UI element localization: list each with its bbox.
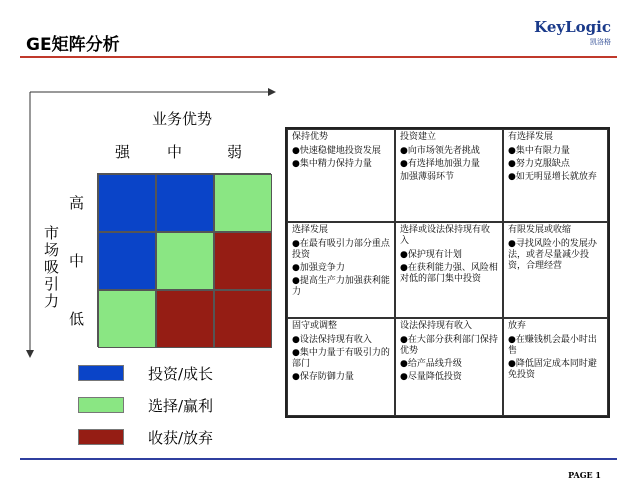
grid-cell-r2-c1 (156, 290, 214, 348)
strategy-heading: 投资建立 (400, 132, 437, 142)
grid-cell-r0-c2 (214, 174, 272, 232)
strategy-item: ●寻找风险小的发展办法，或者尽量减少投资，合理经营 (508, 239, 597, 271)
row-label-high: 高 (69, 194, 85, 212)
grid-cell-r1-c2 (214, 232, 272, 290)
strategy-item: ●提高生产力加强获利能力 (292, 276, 390, 297)
strategy-cell (287, 129, 395, 222)
bottom-divider (20, 458, 617, 460)
strategy-cell (503, 318, 608, 416)
strategy-item: ●尽量降低投资 (400, 372, 462, 382)
strategy-item: ●向市场领先者挑战 (400, 146, 480, 156)
strategy-cell (503, 222, 608, 318)
strategy-item: ●努力克服缺点 (508, 159, 570, 169)
strategy-item: ●快速稳健地投资发展 (292, 146, 381, 156)
strategy-item: ●如无明显增长就放弃 (508, 172, 597, 182)
strategy-cell (287, 222, 395, 318)
column-label-medium: 中 (167, 143, 183, 161)
strategy-item: ●在最有吸引力部分重点投资 (292, 239, 390, 260)
logo-brand: KeyLogic (534, 18, 611, 36)
strategy-item: 加强薄弱环节 (400, 172, 455, 182)
grid-cell-r0-c0 (98, 174, 156, 232)
strategy-cell (503, 129, 608, 222)
strategy-cell (395, 129, 503, 222)
x-axis-arrowhead (268, 88, 276, 96)
strategy-heading: 设法保持现有收入 (400, 321, 473, 331)
page-number: PAGE 1 (568, 470, 601, 480)
grid-cell-r2-c0 (98, 290, 156, 348)
legend-swatch-red (78, 429, 124, 445)
row-label-medium: 中 (69, 252, 85, 270)
legend-swatch-green (78, 397, 124, 413)
x-axis-label: 业务优势 (152, 110, 213, 128)
grid-cell-r1-c1 (156, 232, 214, 290)
row-label-low: 低 (69, 310, 85, 328)
legend-label: 收获/放弃 (148, 429, 214, 447)
strategy-heading: 选择或设法保持现有收入 (400, 225, 491, 246)
strategy-item: ●集中力量于有吸引力的部门 (292, 348, 390, 369)
strategy-item: ●降低固定成本同时避免投资 (508, 359, 597, 380)
strategy-item: ●加强竞争力 (292, 263, 345, 273)
strategy-item: ●有选择地加强力量 (400, 159, 480, 169)
grid-cell-r1-c0 (98, 232, 156, 290)
y-axis-arrowhead (26, 350, 34, 358)
strategy-cell (395, 318, 503, 416)
strategy-heading: 选择发展 (292, 225, 329, 235)
strategy-heading: 保持优势 (292, 132, 329, 142)
ge-matrix-grid (97, 173, 271, 347)
grid-cell-r0-c1 (156, 174, 214, 232)
legend-label: 选择/赢利 (148, 397, 214, 415)
strategy-item: ●给产品线升级 (400, 359, 462, 369)
column-label-strong: 强 (115, 143, 131, 161)
grid-cell-r2-c2 (214, 290, 272, 348)
strategy-item: ●在赚钱机会最小时出售 (508, 335, 597, 356)
legend-label: 投资/成长 (148, 365, 214, 383)
strategy-item: ●设法保持现有收入 (292, 335, 372, 345)
strategy-item: ●在获利能力强、风险相对低的部门集中投资 (400, 263, 498, 284)
strategy-item: ●集中精力保持力量 (292, 159, 372, 169)
strategy-item: ●在大部分获利部门保持优势 (400, 335, 498, 356)
logo-subtitle: 凯洛格 (590, 38, 611, 46)
strategy-heading: 固守或调整 (292, 321, 338, 331)
strategy-item: ●保存防御力量 (292, 372, 354, 382)
strategy-heading: 有选择发展 (508, 132, 554, 142)
strategy-heading: 有限发展或收缩 (508, 225, 572, 235)
strategy-item: ●保护现有计划 (400, 250, 462, 260)
strategy-cell (395, 222, 503, 318)
legend-swatch-blue (78, 365, 124, 381)
strategy-cell (287, 318, 395, 416)
y-axis-label: 市场吸引力 (44, 224, 60, 310)
column-label-weak: 弱 (227, 143, 243, 161)
strategy-item: ●集中有限力量 (508, 146, 570, 156)
strategy-table (285, 127, 610, 418)
strategy-heading: 放弃 (508, 321, 527, 331)
page-title: GE矩阵分析 (26, 35, 120, 55)
